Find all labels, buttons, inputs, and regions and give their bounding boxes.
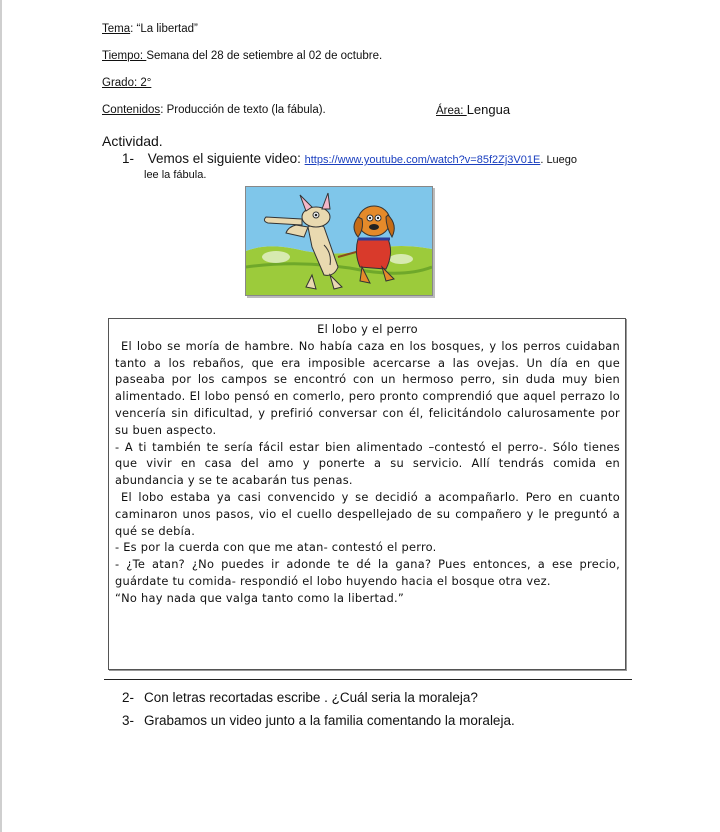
activity-title: Actividad. — [102, 133, 163, 149]
item-1-text: Vemos el siguiente video: — [144, 151, 305, 166]
activity-item-1 — [122, 151, 622, 183]
item-3-number: 3- — [122, 713, 135, 728]
tema-value: : “La libertad” — [130, 23, 198, 35]
fable-paragraph-5: - ¿Te atan? ¿No puedes ir adonde te dé la gana? Pues entonces, a ese precio, guárdate tu comida- respondió el lobo huyendo hacia el bosque otra vez. — [115, 557, 620, 588]
header-grado — [102, 77, 151, 89]
item-2-number: 2- — [122, 690, 135, 705]
area-value: Lengua — [466, 102, 511, 117]
tema-label: Tema — [102, 23, 131, 35]
fable-paragraph-1: El lobo se moría de hambre. No había caza en los bosques, y los perros cuidaban tanto a los rebaños, que era imposible acercarse a las ovejas. Un día en que paseaba por los campos se encontró con un hermoso perro, sin duda muy bien alimentado. El lobo pensó en comerlo, pero pronto comprendió que aquel perrazo lo vencería sin dificultad, y prefirió conversar con él, felicitándolo calurosamente por su buen aspecto. — [115, 338, 620, 437]
header-area — [436, 102, 510, 117]
fable-paragraph-4: - Es por la cuerda con que me atan- contestó el perro. — [115, 540, 437, 555]
activity-item-2 — [122, 690, 478, 705]
item-1-line-2: lee la fábula. — [144, 169, 207, 181]
tiempo-value: Semana del 28 de setiembre al 02 de octubre. — [146, 50, 383, 62]
fable-box — [108, 318, 626, 670]
fable-title: El lobo y el perro — [317, 322, 418, 336]
activity-item-3 — [122, 713, 515, 728]
video-link[interactable]: https://www.youtube.com/watch?v=85f2Zj3V01E — [304, 154, 541, 166]
header-tema — [102, 23, 198, 35]
contenidos-label: Contenidos — [102, 104, 161, 116]
fable-illustration — [245, 186, 433, 296]
divider-line — [104, 679, 632, 680]
item-1-number: 1- — [122, 151, 135, 166]
tiempo-label: Tiempo: — [102, 50, 147, 62]
header-contenidos — [102, 104, 326, 116]
item-1-after: . Luego — [540, 154, 578, 166]
contenidos-value: : Producción de texto (la fábula). — [160, 104, 326, 116]
grado-label: Grado: 2° — [102, 77, 152, 89]
area-label: Área: — [436, 105, 467, 117]
fable-paragraph-2: - A ti también te sería fácil estar bien alimentado –contestó el perro-. Sólo tienes que vivir en casa del amo y ponerte a su servicio. Allí tendrás comida en abundancia y se te acabarán tus penas. — [115, 439, 620, 488]
item-2-text: Con letras recortadas escribe . ¿Cuál seria la moraleja? — [144, 690, 478, 705]
header-tiempo — [102, 50, 382, 62]
wolf-and-dog-image — [246, 187, 432, 295]
page-edge — [0, 0, 2, 832]
fable-moral-quote: “No hay nada que valga tanto como la libertad.” — [115, 590, 405, 605]
item-3-text: Grabamos un video junto a la familia comentando la moraleja. — [144, 713, 515, 728]
fable-paragraph-3: El lobo estaba ya casi convencido y se decidió a acompañarlo. Pero en cuanto caminaron unos pasos, vio el cuello despellejado de su compañero y le preguntó a qué se debía. — [115, 489, 620, 538]
